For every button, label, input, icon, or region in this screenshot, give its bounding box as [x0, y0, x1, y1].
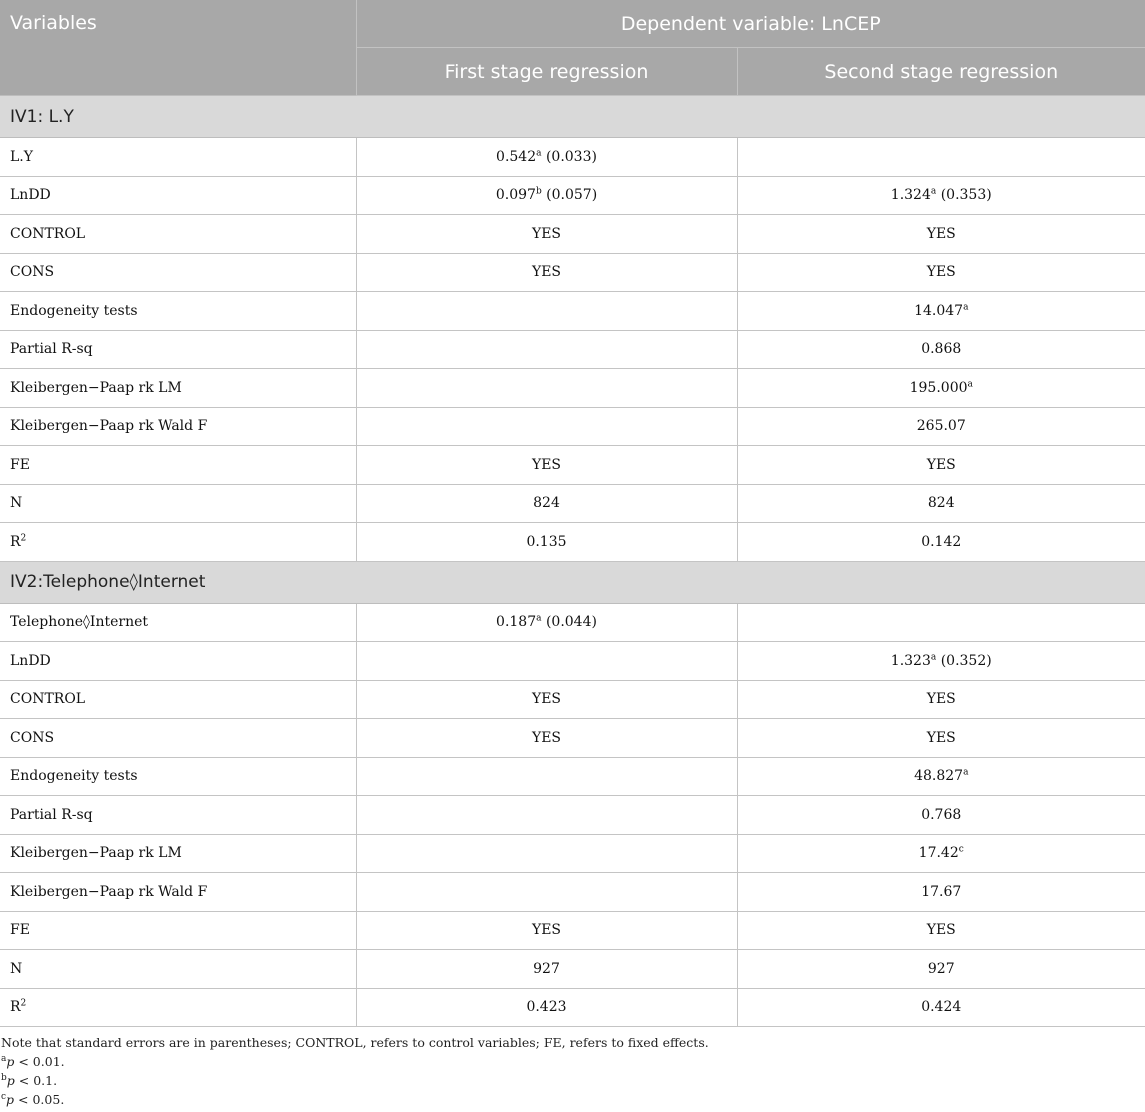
footnote [1, 1071, 1141, 1090]
second-stage-value: 265.07 [916, 418, 966, 435]
table-row [0, 757, 1145, 796]
row-label-cell [0, 796, 356, 835]
row-label: CONTROL [10, 691, 86, 708]
section-title: IV1: L.Y [0, 96, 1145, 138]
table-row [0, 215, 1145, 254]
table-row [0, 988, 1145, 1027]
second-stage-cell [737, 176, 1145, 215]
table-row [0, 911, 1145, 950]
table-row [0, 603, 1145, 642]
row-label-cell [0, 523, 356, 562]
table-row [0, 407, 1145, 446]
row-label-cell [0, 873, 356, 912]
second-stage-value: 0.424 [921, 999, 962, 1016]
row-label-cell [0, 407, 356, 446]
table-row [0, 950, 1145, 989]
note-main: Note that standard errors are in parentheses; CONTROL, refers to control variables; FE, refers to fixed effects. [1, 1035, 709, 1050]
row-label: FE [10, 456, 30, 473]
significance-marker: b [535, 186, 542, 197]
first-stage-cell [356, 215, 737, 254]
row-label-cell [0, 369, 356, 408]
table-row [0, 138, 1145, 177]
second-stage-cell [737, 253, 1145, 292]
row-label-cell [0, 642, 356, 681]
significance-marker: a [536, 148, 542, 159]
first-stage-value: YES [531, 456, 562, 473]
standard-error: (0.044) [541, 614, 597, 631]
second-stage-cell [737, 988, 1145, 1027]
row-label: Kleibergen−Paap rk LM [10, 845, 182, 862]
row-label: Kleibergen−Paap rk Wald F [10, 418, 208, 435]
row-label-superscript: 2 [20, 533, 27, 544]
footnote [1, 1090, 1141, 1109]
second-stage-cell [737, 796, 1145, 835]
row-label: Partial R-sq [10, 341, 93, 358]
first-stage-cell [356, 719, 737, 758]
table-row [0, 369, 1145, 408]
second-stage-cell [737, 292, 1145, 331]
row-label-cell [0, 757, 356, 796]
second-stage-value: YES [926, 456, 956, 473]
second-stage-cell [737, 484, 1145, 523]
table-row [0, 176, 1145, 215]
row-label-cell [0, 253, 356, 292]
second-stage-value: 48.827 [914, 768, 964, 785]
footnote-variable: p [6, 1092, 15, 1107]
second-stage-value: YES [926, 264, 956, 281]
significance-marker: a [967, 379, 973, 390]
first-stage-value: 824 [533, 495, 560, 512]
table-row [0, 873, 1145, 912]
row-label: LnDD [10, 652, 51, 669]
first-stage-value: YES [531, 264, 562, 281]
first-stage-cell [356, 253, 737, 292]
second-stage-value: 1.324 [890, 187, 931, 204]
row-label: Endogeneity tests [10, 302, 138, 319]
first-stage-cell [356, 911, 737, 950]
section-title: IV2:Telephone◊Internet [0, 561, 1145, 603]
second-stage-cell [737, 523, 1145, 562]
second-stage-value: YES [926, 729, 956, 746]
significance-marker: c [958, 844, 964, 855]
row-label-cell [0, 138, 356, 177]
significance-marker: a [536, 613, 542, 624]
footnote-text: < 0.01. [14, 1054, 65, 1069]
row-label: Partial R-sq [10, 806, 93, 823]
row-label: N [10, 960, 23, 977]
first-stage-value: 0.097 [495, 187, 536, 204]
footnote-variable: p [6, 1073, 15, 1088]
table-row [0, 719, 1145, 758]
second-stage-value: 195.000 [909, 379, 968, 396]
second-stage-cell [737, 950, 1145, 989]
first-stage-cell [356, 873, 737, 912]
table-row [0, 446, 1145, 485]
section-header-row [0, 561, 1145, 603]
row-label: R [10, 999, 21, 1016]
footnote-text: < 0.05. [14, 1092, 65, 1107]
row-label-cell [0, 484, 356, 523]
row-label: Endogeneity tests [10, 768, 138, 785]
first-stage-cell [356, 680, 737, 719]
footnote-mark: b [1, 1072, 7, 1083]
second-stage-value: 1.323 [890, 652, 931, 669]
second-stage-cell [737, 834, 1145, 873]
table-row [0, 253, 1145, 292]
first-stage-value: 0.542 [496, 148, 537, 165]
footnotes-list [1, 1052, 1141, 1107]
footnote-mark: c [1, 1091, 7, 1102]
table-notes [1, 1033, 1141, 1107]
row-label: N [10, 495, 23, 512]
first-stage-value: 0.423 [526, 999, 567, 1016]
first-stage-cell [356, 176, 737, 215]
table-row [0, 292, 1145, 331]
table-header [0, 0, 1145, 96]
first-stage-value: YES [531, 691, 562, 708]
second-stage-value: 927 [927, 960, 955, 977]
first-stage-value: YES [531, 225, 562, 242]
row-label-cell [0, 950, 356, 989]
table-row [0, 796, 1145, 835]
table-row [0, 642, 1145, 681]
significance-marker: a [963, 302, 969, 313]
first-stage-value: 0.187 [496, 614, 537, 631]
row-label-cell [0, 330, 356, 369]
section-header-row [0, 96, 1145, 138]
second-stage-value: 0.142 [921, 533, 962, 550]
second-stage-cell [737, 757, 1145, 796]
second-stage-cell [737, 873, 1145, 912]
row-label: LnDD [10, 187, 51, 204]
second-stage-value: 17.42 [918, 845, 959, 862]
first-stage-value: 927 [533, 960, 560, 977]
header-first-stage: First stage regression [356, 48, 737, 96]
second-stage-cell [737, 369, 1145, 408]
row-label-cell [0, 176, 356, 215]
table-row [0, 523, 1145, 562]
first-stage-cell [356, 330, 737, 369]
first-stage-cell [356, 484, 737, 523]
first-stage-cell [356, 757, 737, 796]
second-stage-cell [737, 446, 1145, 485]
second-stage-cell [737, 215, 1145, 254]
first-stage-cell [356, 988, 737, 1027]
first-stage-cell [356, 407, 737, 446]
footnote [1, 1052, 1141, 1071]
first-stage-value: 0.135 [526, 533, 567, 550]
row-label-superscript: 2 [20, 998, 27, 1009]
row-label-cell [0, 215, 356, 254]
standard-error: (0.353) [936, 187, 992, 204]
footnote-mark: a [1, 1053, 7, 1064]
second-stage-cell [737, 680, 1145, 719]
row-label-cell [0, 603, 356, 642]
row-label-cell [0, 719, 356, 758]
second-stage-value: 0.768 [921, 806, 962, 823]
table-body [0, 96, 1145, 1027]
table-row [0, 834, 1145, 873]
significance-marker: a [930, 186, 937, 197]
row-label-cell [0, 834, 356, 873]
significance-marker: a [930, 652, 937, 663]
second-stage-value: YES [926, 691, 956, 708]
table-row [0, 484, 1145, 523]
footnote-text: < 0.1. [14, 1073, 58, 1088]
row-label: Kleibergen−Paap rk Wald F [10, 883, 208, 900]
row-label-cell [0, 911, 356, 950]
second-stage-cell [737, 603, 1145, 642]
second-stage-value: 14.047 [914, 302, 964, 319]
second-stage-cell [737, 719, 1145, 758]
row-label: CONS [10, 729, 55, 746]
row-label: Telephone◊Internet [10, 614, 149, 631]
header-dependent-variable: Dependent variable: LnCEP [356, 0, 1145, 48]
second-stage-cell [737, 138, 1145, 177]
table-row [0, 330, 1145, 369]
first-stage-cell [356, 796, 737, 835]
second-stage-cell [737, 330, 1145, 369]
row-label: R [10, 533, 21, 550]
first-stage-cell [356, 603, 737, 642]
second-stage-cell [737, 407, 1145, 446]
row-label: FE [10, 922, 30, 939]
first-stage-value: YES [531, 729, 562, 746]
standard-error: (0.057) [541, 187, 598, 204]
first-stage-cell [356, 950, 737, 989]
second-stage-cell [737, 642, 1145, 681]
row-label-cell [0, 292, 356, 331]
significance-marker: a [963, 767, 969, 778]
standard-error: (0.033) [541, 148, 597, 165]
second-stage-value: YES [926, 225, 956, 242]
first-stage-cell [356, 369, 737, 408]
row-label: L.Y [10, 148, 33, 165]
footnote-variable: p [6, 1054, 15, 1069]
row-label: Kleibergen−Paap rk LM [10, 379, 182, 396]
second-stage-value: 824 [927, 495, 955, 512]
first-stage-cell [356, 138, 737, 177]
header-variables: Variables [0, 0, 356, 96]
row-label-cell [0, 680, 356, 719]
table-row [0, 680, 1145, 719]
first-stage-value: YES [531, 922, 562, 939]
row-label-cell [0, 446, 356, 485]
header-second-stage: Second stage regression [737, 48, 1145, 96]
first-stage-cell [356, 642, 737, 681]
row-label-cell [0, 988, 356, 1027]
row-label: CONTROL [10, 225, 86, 242]
first-stage-cell [356, 292, 737, 331]
first-stage-cell [356, 523, 737, 562]
row-label: CONS [10, 264, 55, 281]
second-stage-value: 0.868 [921, 341, 962, 358]
second-stage-value: 17.67 [921, 883, 962, 900]
second-stage-value: YES [926, 922, 956, 939]
second-stage-cell [737, 911, 1145, 950]
first-stage-cell [356, 446, 737, 485]
first-stage-cell [356, 834, 737, 873]
standard-error: (0.352) [936, 652, 992, 669]
